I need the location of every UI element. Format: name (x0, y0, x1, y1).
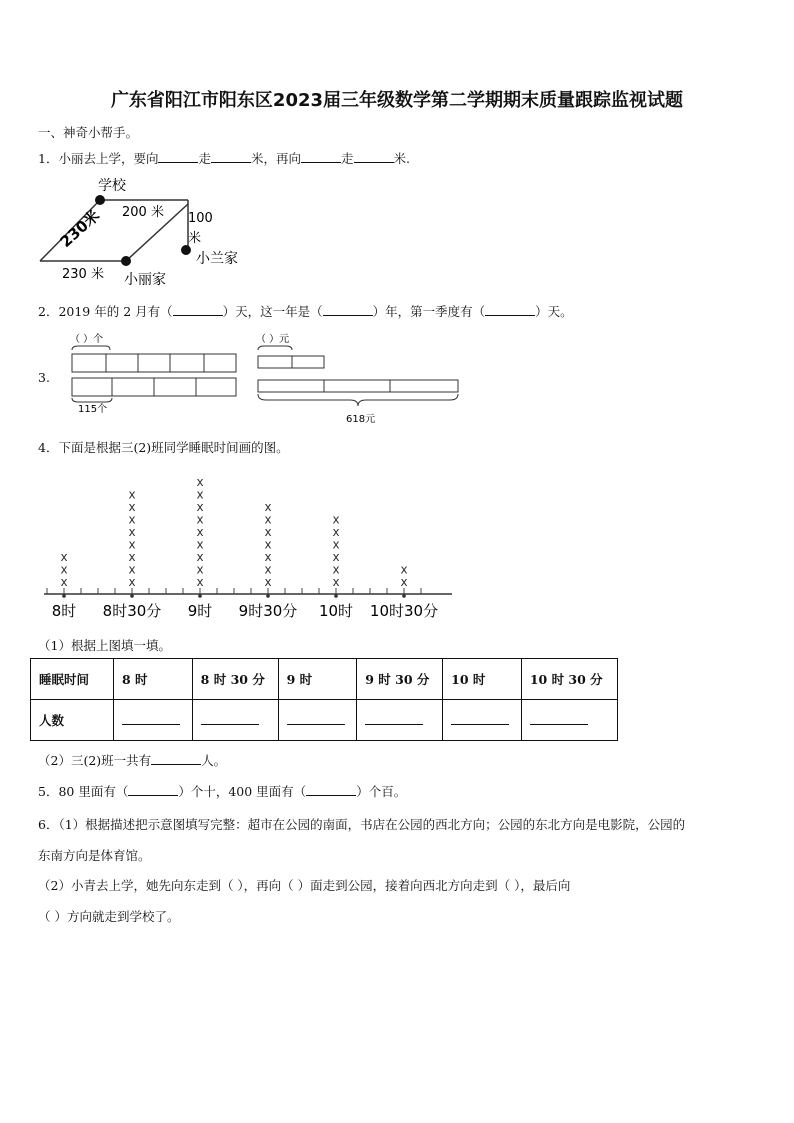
map-label-230-bottom: 230 米 (62, 267, 104, 282)
dot-plot-mark: x (60, 550, 68, 564)
table-answer-cell[interactable] (521, 700, 617, 741)
dot-plot-mark: x (264, 550, 272, 564)
q3-right-top-label: （ ）元 (256, 334, 290, 345)
q4-dot-plot (40, 462, 460, 624)
map-label-xiaoli-home: 小丽家 (124, 272, 166, 288)
dot-plot-mark: x (332, 537, 340, 552)
table-header-cell: 睡眠时间 (31, 659, 114, 700)
q3-bar-diagrams (66, 328, 466, 428)
q5-number: 5． (38, 784, 59, 799)
q2-blank-days[interactable] (173, 303, 223, 316)
dot-plot-mark: x (196, 475, 204, 489)
dot-plot-mark: x (264, 575, 272, 589)
question-2 (38, 302, 573, 320)
page-title: 广东省阳江市阳东区2023届三年级数学第二学期期末质量跟踪监视试题 (110, 90, 684, 111)
table-answer-cell[interactable] (357, 700, 443, 741)
q4-text: 下面是根据三(2)班同学睡眠时间画的图。 (58, 440, 289, 455)
table-answer-cell[interactable] (114, 700, 193, 741)
table-header-cell: 9 时 (278, 659, 357, 700)
q3-right-top-bar (258, 356, 324, 368)
section-heading: 一、神奇小帮手。 (38, 125, 139, 140)
dot-plot-mark: x (264, 562, 272, 577)
q3-right-bottom-bar (258, 380, 458, 392)
dot-plot-mark: x (332, 512, 340, 527)
question-4 (38, 438, 289, 456)
q2-text-3: ）年，第一季度有（ (372, 304, 486, 319)
axis-tick-label: 8时 (51, 602, 77, 620)
q4-blank-total[interactable] (151, 752, 201, 765)
question-6-line-1 (38, 815, 685, 833)
dot-plot-mark: x (128, 487, 136, 502)
axis-tick-label: 9时 (187, 602, 213, 620)
q2-text-1: 2019 年的 2 月有（ (58, 304, 173, 319)
axis-major-point (198, 594, 202, 598)
dot-plot-mark: x (196, 562, 204, 577)
q1-blank-direction-1[interactable] (158, 150, 198, 163)
q3-left-top-bar (72, 354, 236, 372)
dot-plot-mark: x (128, 550, 136, 564)
dot-plot-mark: x (196, 500, 204, 514)
dot-plot-mark: x (264, 512, 272, 527)
xiaoli-home-dot (121, 256, 131, 266)
q5-blank-tens[interactable] (128, 783, 178, 796)
q4-number: 4． (38, 440, 59, 455)
question-5 (38, 782, 406, 800)
axis-tick-label: 9时30分 (238, 602, 298, 620)
axis-major-point (334, 594, 338, 598)
q3-right-bottom-brace (258, 394, 458, 406)
table-header-cell: 8 时 30 分 (192, 659, 278, 700)
q2-blank-quarter-days[interactable] (485, 303, 535, 316)
q1-blank-distance-1[interactable] (211, 150, 251, 163)
axis-major-point (130, 594, 134, 598)
map-label-230-diagonal: 230米 (56, 206, 104, 251)
dot-plot-mark: x (60, 562, 68, 577)
q1-number: 1． (38, 151, 59, 166)
q5-text-2: ）个十，400 里面有（ (178, 784, 307, 799)
dot-plot-mark: x (128, 537, 136, 552)
q1-text-4: 走 (341, 151, 354, 166)
q3-left-bottom-brace (72, 398, 112, 402)
q1-text-1: 小丽去上学，要向 (58, 151, 159, 166)
dot-plot-mark: x (196, 525, 204, 539)
dot-plot-mark: x (196, 512, 204, 527)
q6-line4: （ ）方向就走到学校了。 (38, 909, 180, 924)
map-label-100b: 米 (188, 231, 202, 246)
dot-plot-mark: x (128, 525, 136, 539)
q1-text-2: 走 (198, 151, 211, 166)
sleep-time-table (30, 658, 618, 741)
table-header-cell: 8 时 (114, 659, 193, 700)
table-answer-cell[interactable] (443, 700, 522, 741)
dot-plot-mark: x (196, 487, 204, 502)
dot-plot-mark: x (264, 525, 272, 539)
table-header-row (31, 659, 618, 700)
dot-plot-mark: x (128, 512, 136, 527)
q6-number: 6． (38, 817, 59, 832)
axis-tick-label: 10时30分 (369, 602, 439, 620)
dot-plot-mark: x (196, 537, 204, 552)
q1-blank-distance-2[interactable] (354, 150, 394, 163)
q3-right-bottom-label: 618元 (346, 414, 376, 425)
dot-plot-mark: x (332, 525, 340, 539)
dot-plot-mark: x (60, 575, 68, 589)
q3-left-top-brace (72, 346, 110, 350)
school-dot (95, 195, 105, 205)
q1-route-map (30, 172, 270, 292)
q3-left-top-label: （ ）个 (70, 334, 104, 345)
q6-line1: （1）根据描述把示意图填写完整：超市在公园的南面，书店在公园的西北方向；公园的东北方向是电影院，公园的 (58, 817, 686, 832)
q5-blank-hundreds[interactable] (306, 783, 356, 796)
table-row-label: 人数 (31, 700, 114, 741)
q2-blank-year-type[interactable] (323, 303, 373, 316)
q6-line2: 东南方向是体育馆。 (38, 848, 151, 863)
q1-blank-direction-2[interactable] (301, 150, 341, 163)
axis-major-point (266, 594, 270, 598)
q4-sub2-text-2: 人。 (201, 753, 227, 768)
dot-plot-mark: x (332, 550, 340, 564)
dot-plot-mark: x (400, 562, 408, 577)
q1-text-5: 米. (393, 151, 410, 166)
table-row (31, 700, 618, 741)
dot-plot-mark: x (196, 550, 204, 564)
map-label-100a: 100 (188, 211, 213, 226)
dot-plot-mark: x (400, 575, 408, 589)
q4-sub1: （1）根据上图填一填。 (38, 638, 171, 653)
dot-plot-mark: x (264, 500, 272, 514)
q3-left-bottom-label: 115个 (78, 404, 108, 415)
map-label-school: 学校 (98, 178, 126, 194)
dot-plot-mark: x (332, 575, 340, 589)
table-header-cell: 10 时 30 分 (521, 659, 617, 700)
axis-tick-label: 8时30分 (102, 602, 162, 620)
axis-tick-label: 10时 (318, 602, 354, 620)
dot-plot-mark: x (128, 500, 136, 514)
table-answer-cell[interactable] (278, 700, 357, 741)
table-header-cell: 10 时 (443, 659, 522, 700)
q3-right-top-brace (258, 346, 292, 350)
dot-plot-mark: x (128, 575, 136, 589)
q5-text-3: ）个百。 (356, 784, 407, 799)
q1-text-3: 米，再向 (250, 151, 301, 166)
question-1 (38, 149, 410, 167)
dot-plot-mark: x (196, 575, 204, 589)
map-label-200: 200 米 (122, 205, 164, 220)
q5-text-1: 80 里面有（ (58, 784, 129, 799)
map-label-xiaolan-home: 小兰家 (196, 251, 238, 267)
xiaolan-home-dot (181, 245, 191, 255)
q2-text-4: ）天。 (535, 304, 573, 319)
axis-major-point (62, 594, 66, 598)
table-header-cell: 9 时 30 分 (357, 659, 443, 700)
q4-sub2-text-1: （2）三(2)班一共有 (38, 753, 152, 768)
q3-number: 3. (38, 370, 50, 385)
q2-text-2: ）天，这一年是（ (222, 304, 323, 319)
dot-plot-mark: x (128, 562, 136, 577)
table-answer-cell[interactable] (192, 700, 278, 741)
q6-line3: （2）小青去上学，她先向东走到（ ），再向（ ）面走到公园，接着向西北方向走到（ ），最后向 (38, 878, 571, 893)
dot-plot-mark: x (264, 537, 272, 552)
q2-number: 2． (38, 304, 59, 319)
axis-major-point (402, 594, 406, 598)
dot-plot-mark: x (332, 562, 340, 577)
q4-sub2 (38, 751, 226, 769)
